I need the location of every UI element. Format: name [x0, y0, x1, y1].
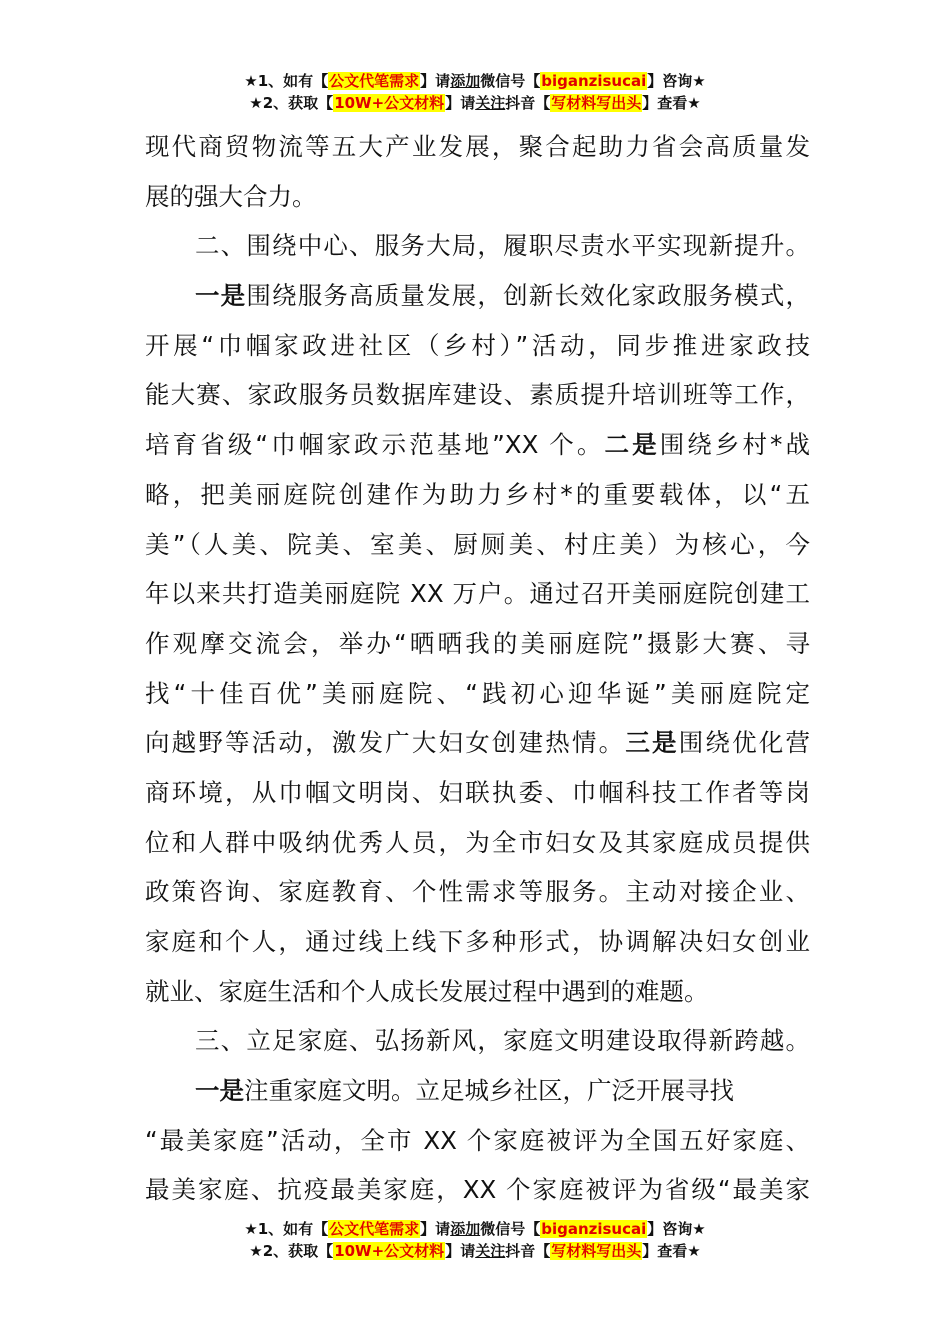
body-text: 向越野等活动，激发广大妇女创建热情。 [145, 728, 626, 758]
body-line: 能大赛、家政服务员数据库建设、素质提升培训班等工作， [145, 380, 810, 410]
banner-text: ★1、如有【 [244, 1220, 329, 1238]
body-line [145, 271, 810, 321]
banner-text: 抖音【 [505, 94, 551, 112]
document-body [145, 122, 810, 1215]
body-line: 作观摩交流会，举办“晒晒我的美丽庭院”摄影大赛、寻 [145, 628, 810, 658]
banner-underlined: 添加 [450, 1220, 481, 1238]
bold-marker: 一是 [195, 281, 247, 311]
body-text: 培育省级“巾帼家政示范基地”XX 个。 [145, 430, 605, 460]
banner-underlined: 添加 [450, 72, 481, 90]
body-line: 家庭和个人，通过线上线下多种形式，协调解决妇女创业 [145, 927, 810, 956]
section-heading: 二、围绕中心、服务大局，履职尽责水平实现新提升。 [195, 231, 810, 261]
footer-banner [0, 1218, 950, 1262]
body-line: 政策咨询、家庭教育、个性需求等服务。主动对接企业、 [145, 877, 810, 907]
banner-highlight: biganzisucai [541, 72, 647, 90]
banner-highlight: 写材料写出头 [551, 94, 642, 112]
banner-underlined: 关注 [475, 94, 506, 112]
banner-highlight: 公文代笔需求 [329, 72, 420, 90]
banner-text: 抖音【 [505, 1242, 551, 1260]
body-line [145, 420, 810, 470]
body-line: 展的强大合力。 [145, 181, 317, 211]
body-line: 最美家庭、抗疫最美家庭，XX 个家庭被评为省级“最美家 [145, 1175, 810, 1205]
body-line: 年以来共打造美丽庭院 XX 万户。通过召开美丽庭院创建工 [145, 579, 810, 609]
body-line: 略，把美丽庭院创建作为助力乡村*的重要载体，以“五 [145, 479, 810, 509]
banner-highlight: 公文代笔需求 [329, 1220, 420, 1238]
bold-marker: 二是 [604, 430, 660, 460]
banner-text: 】咨询★ [647, 1220, 706, 1238]
banner-text: ★2、获取【 [249, 1242, 334, 1260]
banner-highlight: 写材料写出头 [551, 1242, 642, 1260]
body-line: 开展“巾帼家政进社区（乡村）”活动，同步推进家政技 [145, 330, 810, 360]
banner-text: 】请 [420, 72, 451, 90]
banner-text: ★2、获取【 [249, 94, 334, 112]
body-line: 商环境，从巾帼文明岗、妇联执委、巾帼科技工作者等岗 [145, 777, 810, 807]
banner-highlight: biganzisucai [541, 1220, 647, 1238]
body-text: 围绕服务高质量发展，创新长效化家政服务模式， [246, 281, 811, 311]
bold-marker: 一是 [195, 1076, 244, 1106]
banner-line-2 [0, 1240, 950, 1262]
banner-text: 】咨询★ [647, 72, 706, 90]
banner-text: 】查看★ [642, 94, 701, 112]
banner-underlined: 关注 [475, 1242, 506, 1260]
bold-marker: 三是 [625, 728, 679, 758]
body-line: “最美家庭”活动，全市 XX 个家庭被评为全国五好家庭、 [145, 1125, 810, 1155]
body-text: 围绕优化营 [678, 728, 810, 758]
body-text: 注重家庭文明。立足城乡社区，广泛开展寻找 [244, 1076, 734, 1106]
banner-text: 】查看★ [642, 1242, 701, 1260]
body-text: 围绕乡村*战 [659, 430, 810, 460]
banner-text: 】请 [420, 1220, 451, 1238]
banner-highlight: 10W+公文材料 [334, 1242, 445, 1260]
body-line: 现代商贸物流等五大产业发展，聚合起助力省会高质量发 [145, 132, 810, 161]
body-line: 美”（人美、院美、室美、厨厕美、村庄美）为核心，今 [145, 529, 810, 559]
body-line [145, 718, 810, 768]
body-line: 位和人群中吸纳优秀人员，为全市妇女及其家庭成员提供 [145, 827, 810, 857]
banner-text: 】请 [445, 1242, 476, 1260]
banner-text: 微信号【 [480, 72, 541, 90]
banner-line-2 [0, 92, 950, 114]
body-line: 找“十佳百优”美丽庭院、“践初心迎华诞”美丽庭院定 [145, 678, 810, 708]
banner-text: ★1、如有【 [244, 72, 329, 90]
banner-line-1 [0, 1218, 950, 1240]
banner-line-1 [0, 70, 950, 92]
header-banner [0, 70, 950, 114]
body-line: 就业、家庭生活和个人成长发展过程中遇到的难题。 [145, 976, 709, 1006]
body-line [145, 1066, 810, 1116]
banner-highlight: 10W+公文材料 [334, 94, 445, 112]
section-heading: 三、立足家庭、弘扬新风，家庭文明建设取得新跨越。 [195, 1026, 810, 1056]
banner-text: 】请 [445, 94, 476, 112]
banner-text: 微信号【 [480, 1220, 541, 1238]
